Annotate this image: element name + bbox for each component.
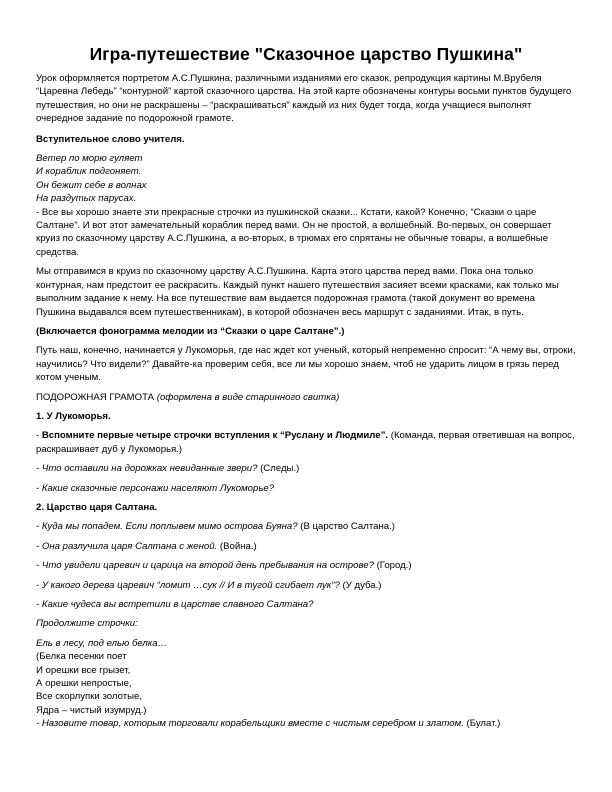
section-2-question-1: - Куда мы попадем. Если поплывем мимо острова Буяна? (В царство Салтана.) <box>36 521 395 533</box>
section-1-question-2: - Что оставили на дорожках невиданные звери? (Следы.) <box>36 463 300 475</box>
verse-line: Все скорлупки золотые, <box>36 691 142 703</box>
poem-line: На раздутых парусах. <box>36 193 137 205</box>
section-2-question-3: - Что увидели царевич и царица на второй день пребывания на острове? (Город.) <box>36 560 412 572</box>
section-1-question-1: - Вспомните первые четыре строчки вступления к “Руслану и Людмиле”. (Команда, первая ответившая на вопрос, раскрашивает дуб у Лукоморья.) <box>36 430 575 455</box>
verse-line: (Белка песенки поет <box>36 651 127 663</box>
gramota-heading <box>36 391 576 404</box>
verse-first-line: Ель в лесу, под елью белка… <box>36 637 168 649</box>
intro-paragraph: Урок оформляется портретом А.С.Пушкина, различными изданиями его сказок, репродукция картины М.Врубеля “Царевна Лебедь” “контурной” картой сказочного царства. На этой карте обозначены контуры восьми пунктов будущего путешествия, но они не раскрашены – “раскрашиваться” каждый из них будет тогда, когда учащиеся выполнят очередное задание по подорожной грамоте. <box>36 73 572 125</box>
section-2-question-6: - Назовите товар, которым торговали корабельщики вместе с чистым серебром и златом. (Булат.) <box>36 718 501 730</box>
verse-block <box>36 637 576 717</box>
poem-line: Ветер по морю гуляет <box>36 153 143 165</box>
phonogram-note: (Включается фонограмма мелодии из “Сказки о царе Салтане”.) <box>36 325 345 337</box>
poem-line: Он бежит себе в волнах <box>36 179 147 191</box>
poem-line: И кораблик подгоняет. <box>36 166 142 178</box>
verse-line: И орешки все грызет, <box>36 664 131 676</box>
verse-line: А орешки непростые, <box>36 678 132 690</box>
cruise-paragraph: Мы отправимся в круиз по сказочному царству А.С.Пушкина. Карта этого царства перед вами. Пока она только контурная, нам предстоит ее раскрасить. Каждый пункт нашего путешествия засияет всеми красками, как только мы выполним задание к нему. На все путешествие вам выдается подорожная грамота (такой документ во времена Пушкина выдавался всем путешественникам), в которой обозначен весь маршрут с заданиями. Итак, в путь. <box>36 266 559 318</box>
section-1-question-3: - Какие сказочные персонажи населяют Лукоморье? <box>36 482 275 494</box>
section-2-title: 2. Царство царя Салтана. <box>36 501 158 513</box>
gramota-title: ПОДОРОЖНАЯ ГРАМОТА <box>36 391 155 403</box>
teacher-heading: Вступительное слово учителя. <box>36 133 185 145</box>
verse-line: Ядра – чистый изумруд.) <box>36 704 147 716</box>
section-2-question-5: - Какие чудеса вы встретили в царстве славного Салтана? <box>36 599 314 610</box>
document-body <box>36 72 576 731</box>
section-2-question-4: - У какого дерева царевич “ломит …сук // И в тугой сгибает лук”? (У дуба.) <box>36 579 382 591</box>
gramota-note: (оформлена в виде старинного свитка) <box>156 391 340 403</box>
continue-label: Продолжите строчки: <box>36 618 138 630</box>
teacher-paragraph: - Все вы хорошо знаете эти прекрасные строчки из пушкинской сказки... Кстати, какой? Конечно, “Сказки о царе Салтане”. И вот этот замечательный кораблик перед вами. Он не простой, а волшебный. Во-первых, он совершает круиз по сказочному царству А.С.Пушкина, а во-вторых, в трюмах его спрятаны не обычные товары, а волшебные средства. <box>36 206 552 258</box>
section-2-question-2: - Она разлучила царя Салтана с женой. (Война.) <box>36 540 257 552</box>
document-title: Игра-путешествие "Сказочное царство Пушкина" <box>89 44 523 64</box>
opening-poem <box>36 152 576 206</box>
path-paragraph: Путь наш, конечно, начинается у Лукоморья, где нас ждет кот ученый, который непременно спросит: “А чему вы, отроки, научились? Что видели?” Давайте-ка проверим себя, все ли мы хорошо знаем, чтоб не ударить лицом в грязь перед котом ученым. <box>36 345 576 384</box>
section-1-title: 1. У Лукоморья. <box>36 410 111 422</box>
